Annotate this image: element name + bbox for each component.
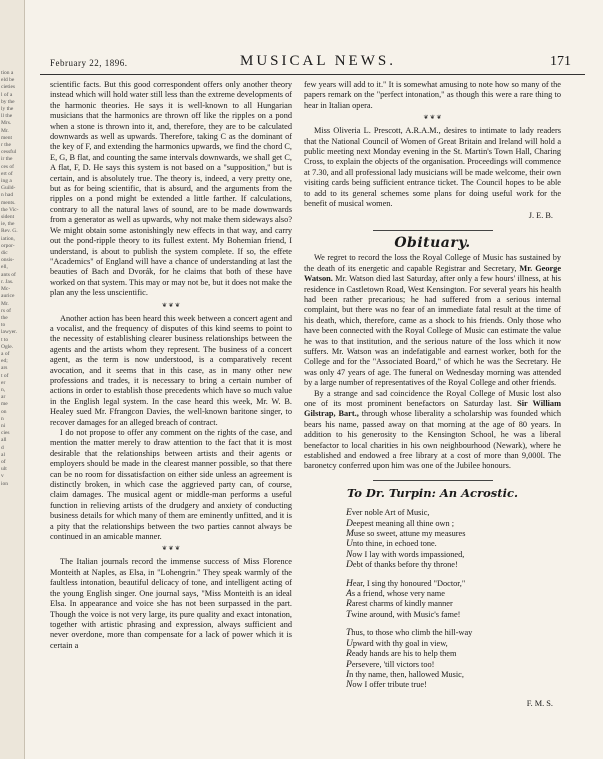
article-signature: J. E. B. <box>528 211 553 221</box>
edge-fragment: tion a <box>1 70 14 76</box>
edge-fragment: rs of <box>1 307 11 314</box>
poem-line-text: eepest meaning all thine own ; <box>352 518 455 528</box>
poem-line-text: nto thine, in echoed tone. <box>352 539 437 549</box>
acrostic-initial: A <box>346 589 352 600</box>
obit-text: through whose liberality a scholarship was founded which bears his name, passed away on that morning at the age of 80 years. In addition to his generosity to the Kensington School, he was a liberal benefactor to local charities in his own neighbourhood (Newark), where he established and endowed a free library at a cost of more than 9,000l. The baronetcy conferred upon him was one of the Jubilee honours. <box>304 409 561 471</box>
poem-line <box>346 589 561 599</box>
acrostic-initial: M <box>346 529 354 540</box>
edge-fragment: l of a <box>1 91 13 98</box>
poem-stanza <box>346 628 561 690</box>
acrostic-poem <box>304 508 561 691</box>
section-rule <box>373 480 493 481</box>
acrostic-initial: U <box>346 638 353 649</box>
edge-fragment: n had <box>1 192 14 199</box>
edge-fragment: er <box>1 379 6 386</box>
poem-line-text: arest charms of kindly manner <box>351 599 453 609</box>
header-date: February 22, 1896. <box>50 58 128 68</box>
poem-line-text: ow I offer tribute true! <box>352 680 427 690</box>
edge-fragment: cieties <box>1 84 16 91</box>
edge-fragment: ments. <box>1 199 16 206</box>
edge-fragment: Mc- <box>1 286 11 293</box>
edge-fragment: cies <box>1 430 10 437</box>
poem-line <box>346 610 561 620</box>
edge-fragment: Mr. <box>1 127 9 134</box>
edge-fragment: of <box>1 458 6 465</box>
article-paragraph: Miss Oliveria L. Prescott, A.R.A.M., desires to intimate to lady readers that the National Council of Women of Great Britain and Ireland will hold a public meeting next Monday evening in the St. Martin's Town Hall, Charing Cross, to explain the objects of the organisation. Proceedings will commence at 7.30, and all professional lady musicians will be made welcome, their own visiting cards being sufficient entrance ticket. The Council hopes to be able to add to its general schemes some plans for doing useful work for the benefit of musical women. <box>304 126 561 209</box>
acrostic-initial: T <box>346 628 352 639</box>
obit-text: Mr. Watson died last Saturday, after only a few hours' illness, at his residence in Castletown Road, West Kensington. For several years his health had been rather precarious; he had suffered from a serious internal complaint, but there was no fear of an immediate fatal result at the time of his death, which, therefore, came as a shock to his friends. Only those who have been connected with the Royal College of Music can estimate the value he was to that institution, and the serious nature of the loss which it now suffers. Mr. Watson was an indefatigable and earnest worker, both for the College and for the "Associated Board," of which he was the Secretary. He was only 47 years of age. The funeral on Wednesday morning was attended by a large number of representatives of the Royal College and other friends. <box>304 274 561 388</box>
edge-fragment: ars <box>1 365 8 372</box>
poem-line-text: pward with thy goal in view, <box>352 638 448 648</box>
acrostic-initial: D <box>346 560 353 571</box>
edge-fragment: ed; <box>1 358 8 365</box>
poem-line <box>346 599 561 609</box>
header-page-number: 171 <box>550 54 571 69</box>
edge-fragment: al <box>1 451 5 458</box>
edge-fragment: ni <box>1 422 6 429</box>
right-column <box>304 80 561 709</box>
obit-name: Sir William Gilstrap, Bart., <box>304 398 561 419</box>
obituary-heading: Obituary. <box>394 234 471 251</box>
section-rule <box>373 230 493 231</box>
edge-fragment: a of <box>1 350 10 357</box>
edge-fragment: ir the <box>1 156 13 163</box>
article-paragraph: scientific facts. But this good correspondent offers only another theory instead which will hold water still less than the extreme developments of the harmonic theories. He says it is well-known to all Hungarian musicians that the harmonics are thrown off like the ripples on a pond when a stone is thrown into it, and, therefore, they are to be calculated downwards as well as upwards. Therefore, taking C as the dominant of the key of F, and extending the harmonics upwards, we find the chord C, E, G, B flat, and counting the same intervals downwards, we shall get C, A flat, F, D. He says this system is not based on a "supposition," but is certain, and is absolutely true. The theory is, indeed, a very pretty one, but as for being scientific, that is absurd, and the arguments from the ripples on a pond might be extended a little farther. If calculations, contrary to all the natural laws of sound, are to be made downwards from a generator as well as upwards, why not make them sideways also? We might obtain some astonishingly new effects in that way, and carry out the pond-ripple theory to its fullest extent. My Bohemian friend, I understand, is about to publish the system complete. If so, the effete "Academics" of England will have a chance of understanding at last the beauties of Bach and Dvorák, for he claims that both of these have worked on that system. This may or may not be, but it does not make the plan any the less unscientific. <box>50 80 292 298</box>
poem-line <box>346 529 561 539</box>
left-column <box>50 80 292 651</box>
acrostic-initial: N <box>346 680 353 691</box>
acrostic-initial: U <box>346 539 353 550</box>
edge-fragment: ll the <box>1 113 13 120</box>
poem-line-text: n thy name, then, hallowed Music, <box>349 669 464 679</box>
article-paragraph: The Italian journals record the immense success of Miss Florence Monteith at Naples, as Elsa, in "Lohengrin." They speak warmly of the faultless intonation, beautiful delicacy of tone, and intelligent acting of the young English singer. One journal says, "Miss Monteith is an ideal Elsa. In appearance and voice she has not been surpassed in the part. Though the voice is not very large, its pure quality and exact intonation, together with artistic phrasing and expression, always sufficient and never overdone, more than compensate for a lack of power which it is certain a <box>50 557 292 650</box>
edge-fragment: by the <box>1 98 15 105</box>
edge-fragment: aurice <box>1 293 15 300</box>
page-header <box>40 52 585 75</box>
poem-line <box>346 508 561 518</box>
edge-fragment: cessful <box>1 149 17 156</box>
poem-line <box>346 660 561 670</box>
edge-fragment: Ogle. <box>1 343 14 350</box>
article-paragraph: I do not propose to offer any comment on the rights of the case, and mention the matter merely to draw attention to the fact that it is most desirable that the relationships between artists and their agents or employers should be made in the clearest manner possible, so that there can be no room for dissatisfaction on either side unless an agreement is distinctly broken, in which case the aggrieved party can, of course, claim damages. The musical agent or middle-man performs a useful function in relieving artists of the drudgery and anxiety of conducting business details for which many of them are eminently unfitted, and it is a pity that the relationships between the two parties cannot always be continued in an amicable manner. <box>50 428 292 542</box>
poem-line <box>346 670 561 680</box>
edge-fragment: ants of <box>1 271 16 278</box>
poem-line-text: use so sweet, attune my measures <box>353 529 466 539</box>
obit-text: By a strange and sad coincidence the Royal College of Music lost also one of its most prominent benefactors on Saturday last. <box>304 388 561 408</box>
edge-fragment: all <box>1 437 7 444</box>
poem-line <box>346 550 561 560</box>
edge-fragment: ment <box>1 134 12 141</box>
obit-text: We regret to record the loss the Royal College of Music has sustained by the death of its energetic and capable Registrar and Secretary, <box>304 253 561 273</box>
poem-line <box>346 680 561 690</box>
obit-name: Mr. George Watson. <box>304 263 562 284</box>
edge-fragment: r the <box>1 142 11 149</box>
acrostic-initial: N <box>346 549 353 560</box>
edge-fragment: lawyer. <box>1 329 18 336</box>
edge-fragment: sident <box>1 214 15 221</box>
poem-line <box>346 639 561 649</box>
obituary-paragraph <box>304 253 561 388</box>
edge-fragment: t of <box>1 372 9 379</box>
acrostic-initial: I <box>346 669 350 680</box>
poem-line-text: ver noble Art of Music, <box>351 508 430 518</box>
poem-line <box>346 649 561 659</box>
edge-fragment: orpor- <box>1 242 15 249</box>
acrostic-initial: R <box>346 599 352 610</box>
poem-line <box>346 519 561 529</box>
edge-fragment: Guild- <box>1 185 16 192</box>
poem-line-text: hus, to those who climb the hill-way <box>351 628 473 638</box>
edge-fragment: n <box>1 415 4 422</box>
edge-fragment: eld be <box>1 77 15 84</box>
edge-fragment: ie, the <box>1 221 15 228</box>
poem-line-text: ow I lay with words impassioned, <box>352 549 465 559</box>
poem-line-text: ear, I sing thy honoured "Doctor," <box>352 578 466 588</box>
edge-fragment: ly the <box>1 106 14 113</box>
edge-fragment: the Vic- <box>1 206 19 213</box>
article-paragraph: Another action has been heard this week between a concert agent and a vocalist, and the frequency of disputes of this kind seems to point to the necessity of establishing clearer business relationships between the agents and the artists whom they represent. The business of a concert agent, as the term is now understood, is a comparatively recent avocation, and it seems that in this case, as in many other new professions and trades, it is necessary to bring a certain number of actions in order to establish those precedents which have so much value in the English legal system. In the case heard this week, Mr. W. B. Healey sued Mr. Ffrangcon Davies, the well-known baritone singer, to recover damages for an alleged breach of contract. <box>50 313 292 427</box>
poem-line <box>346 628 561 638</box>
section-separator: ❦ ❦ ❦ <box>423 115 442 122</box>
edge-fragment: me <box>1 401 8 408</box>
edge-fragment: d <box>1 444 4 451</box>
edge-fragment: r. Jas. <box>1 278 14 285</box>
acrostic-initial: T <box>346 609 352 620</box>
acrostic-initial: D <box>346 518 353 529</box>
edge-fragment: ion <box>1 480 9 487</box>
edge-fragment: n, <box>1 386 6 393</box>
edge-fragment: ing a <box>1 178 12 185</box>
section-separator: ❦ ❦ ❦ <box>161 302 181 309</box>
poem-line-text: ersevere, 'till victors too! <box>351 659 435 669</box>
edge-fragment: Mrs. <box>1 120 12 127</box>
edge-fragment: Mr. <box>1 300 9 307</box>
acrostic-initial: E <box>346 508 352 519</box>
poem-stanza <box>346 508 561 570</box>
poem-line <box>346 579 561 589</box>
edge-fragment: the <box>1 314 8 321</box>
poem-line-text: eady hands are his to help them <box>351 649 457 659</box>
edge-fragment: v <box>1 473 4 480</box>
edge-fragment: t to <box>1 336 9 343</box>
edge-fragment: ult <box>1 466 7 473</box>
obituary-paragraph <box>304 389 561 472</box>
poem-line <box>346 560 561 570</box>
poem-line-text: wine around, with Music's fame! <box>351 609 461 619</box>
poem-line-text: ebt of thanks before thy throne! <box>352 560 458 570</box>
header-title: MUSICAL NEWS. <box>240 53 396 69</box>
edge-fragment: Rev. G. <box>1 228 18 235</box>
adjacent-page-fragments <box>1 70 22 740</box>
poem-stanza <box>346 579 561 621</box>
edge-fragment: dic <box>1 250 8 257</box>
edge-fragment: ell, <box>1 264 8 271</box>
poem-heading: To Dr. Turpin: An Acrostic. <box>347 485 518 500</box>
poem-signature: F. M. S. <box>526 698 553 708</box>
poem-line <box>346 539 561 549</box>
edge-fragment: onsis- <box>1 257 15 264</box>
edge-fragment: iation, <box>1 235 15 242</box>
acrostic-initial: R <box>346 649 352 660</box>
edge-fragment: ces of <box>1 163 14 170</box>
edge-fragment: on <box>1 408 7 415</box>
poem-line-text: s a friend, whose very name <box>351 589 445 599</box>
edge-fragment: to <box>1 322 6 329</box>
acrostic-initial: H <box>346 578 353 589</box>
adjacent-page-edge <box>0 0 25 759</box>
article-paragraph: few years will add to it." It is somewhat amusing to note how so many of the papers remark on the "perfect intonation," as though this were a rare thing to hear in Italian opera. <box>304 80 561 110</box>
edge-fragment: ert of <box>1 170 13 177</box>
edge-fragment: ar <box>1 394 6 401</box>
acrostic-initial: P <box>346 659 352 670</box>
section-separator: ❦ ❦ ❦ <box>161 546 181 553</box>
